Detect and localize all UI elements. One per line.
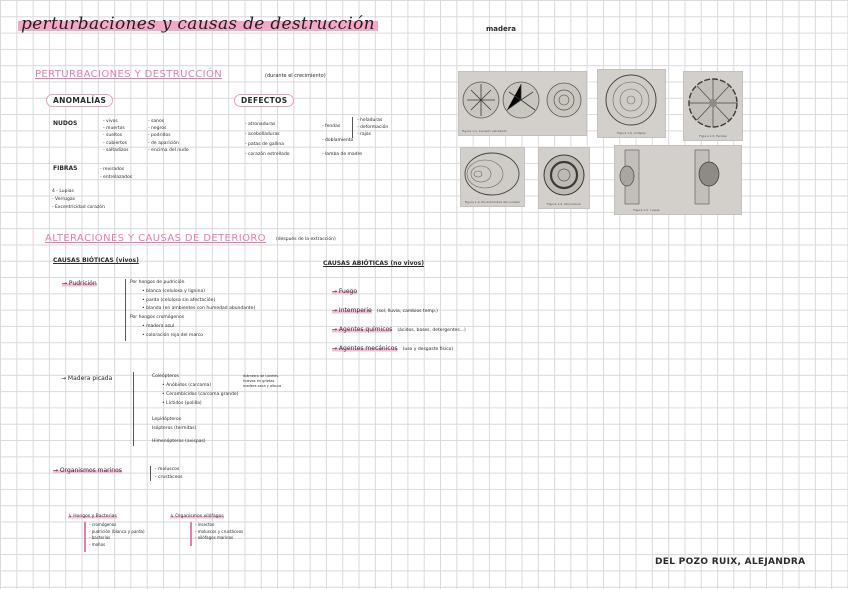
hongos-bacterias-list <box>89 522 145 548</box>
list-item: - muertos <box>103 126 125 132</box>
coleo-notes <box>243 374 281 389</box>
photo-caption: Figura 1.5. Lupias <box>633 208 660 212</box>
page-title: perturbaciones y causas de destrucción <box>18 14 378 34</box>
list-item: - bacterias <box>89 535 111 540</box>
wood-section-icon <box>684 72 742 140</box>
nudos-col1 <box>103 118 129 154</box>
list-item: • Cerambícidos (carcoma grande) <box>162 392 239 397</box>
hongos-bacterias-label: ↳ Hongos y Bacterias <box>68 514 117 519</box>
photo-collapse <box>597 69 666 138</box>
list-item <box>332 281 466 300</box>
photo-fendas <box>683 71 743 141</box>
list-item: - Verrugas <box>52 196 75 202</box>
abiotic-note: (sol, lluvia, cambios temp.) <box>376 309 438 314</box>
list-item: - de aparición <box>148 140 179 146</box>
section2-title: ALTERACIONES Y CAUSAS DE DETERIORO <box>45 233 266 244</box>
abiotic-note: (ácidos, bases, detergentes...) <box>397 328 466 333</box>
list-item: madera seca y albura <box>243 384 282 388</box>
extra-list <box>52 188 105 211</box>
list-item: Himenópteros (avispas) <box>152 439 206 444</box>
list-item: - podridos <box>148 133 171 139</box>
wood-section-icon <box>598 70 665 137</box>
list-item: - patas de gallina <box>245 142 284 147</box>
nudos-col2 <box>148 118 189 154</box>
list-item: • blanda (en ambientes con humedad abundante) <box>142 306 256 312</box>
photo-atronadura <box>538 147 590 209</box>
madera-picada-label: → Madera picada <box>61 375 113 382</box>
list-item: • Anóbidos (carcoma) <box>162 383 212 388</box>
list-item: - Excentricidad corazón <box>52 204 105 210</box>
abioticas-list <box>332 281 466 357</box>
list-item: - sueltos <box>103 133 123 139</box>
list-item: - cromógenos <box>89 522 117 527</box>
defectos-badge: DEFECTOS <box>234 94 294 107</box>
xilofagos-list <box>195 522 243 542</box>
list-item <box>332 338 466 357</box>
photo-caption: Figura 1.4. Excentricidad del corazón <box>464 200 521 204</box>
list-item: - deformación <box>357 125 389 130</box>
list-item: - mohos <box>89 541 106 547</box>
xilofagos-label: ↳ Organismos xilófagos <box>170 514 224 519</box>
list-item: - cubiertos <box>103 140 127 146</box>
defectos-col3 <box>352 117 388 138</box>
list-item: • coloración roja del marco <box>142 332 204 338</box>
abiotic-cause: → Agentes mecánicos <box>332 345 398 352</box>
bioticas-label: CAUSAS BIÓTICAS (vivos) <box>53 257 139 264</box>
divider <box>84 522 86 552</box>
section1-note: (durante el crecimiento) <box>265 73 326 79</box>
list-item: - revirados <box>100 167 125 172</box>
abiotic-cause: → Fuego <box>332 288 358 295</box>
list-item: - negros <box>148 126 167 132</box>
list-item: - fendas <box>322 124 341 129</box>
anomalias-badge: ANOMALÍAS <box>46 94 113 107</box>
wood-section-icon <box>461 148 524 206</box>
author-name: DEL POZO RUIX, ALEJANDRA <box>655 557 806 567</box>
photo-caption: Figura 1.3. Fendas <box>699 134 727 138</box>
list-item: Lepidópteros <box>152 417 182 422</box>
list-item: 4 - Lupias <box>52 189 74 194</box>
list-item <box>332 300 466 319</box>
divider <box>190 522 192 546</box>
list-item: - heladuras <box>357 118 383 123</box>
photo-caption: Figura 1.1. Corazón estrellado <box>461 129 507 133</box>
list-item: - saltadizos <box>103 147 129 153</box>
subject-label: madera <box>486 25 516 33</box>
pudricion-block <box>125 279 255 341</box>
fibras-list <box>100 166 132 181</box>
organismos-marinos-label: → Organismos marinos <box>53 467 122 474</box>
wood-section-icon <box>459 72 586 135</box>
abioticas-label: CAUSAS ABIÓTICAS (no vivos) <box>323 260 424 267</box>
list-item: - encima del nudo <box>148 147 189 153</box>
madera-picada-block <box>133 372 238 446</box>
abiotic-note: (uso y desgaste físico) <box>402 347 454 352</box>
organismos-marinos-list <box>150 466 182 481</box>
list-item: • parda (celulosa sin afectación) <box>142 297 216 303</box>
pudricion-label: → Pudrición <box>62 280 97 287</box>
list-item: • blanca (celulosa y lignina) <box>142 288 206 294</box>
list-item: huevos en grietas <box>243 379 275 383</box>
list-item: - entrelazados <box>100 174 133 180</box>
list-item: - vivos <box>103 119 118 124</box>
section2-note: (después de la extracción) <box>276 237 336 242</box>
photo-lupias <box>614 145 742 215</box>
nudos-label: NUDOS <box>53 120 78 127</box>
defectos-col1 <box>245 120 290 160</box>
photo-caption: Figura 1.6. Colapso <box>617 131 646 135</box>
list-item: - pudrición (blanca y parda) <box>89 528 145 534</box>
wood-section-icon <box>615 146 741 214</box>
list-item: - doblamiento <box>322 138 354 143</box>
list-item: Por hongos de pudrición <box>130 280 185 285</box>
abiotic-cause: → Intemperie <box>332 307 372 314</box>
list-item: - crustáceos <box>155 474 183 480</box>
list-item: - insectos <box>195 522 215 527</box>
list-item: - acebolladuras <box>245 132 280 137</box>
abiotic-cause: → Agentes químicos <box>332 326 393 333</box>
list-item: • madera azul <box>142 323 175 329</box>
list-item: - rajas <box>357 132 372 137</box>
list-item: - corazón estrellado <box>245 152 290 157</box>
wood-section-icon <box>539 148 589 208</box>
section1-title: PERTURBACIONES Y DESTRUCCIÓN <box>35 69 223 80</box>
list-item: Por hongos cromógenos <box>130 315 185 321</box>
list-item: • Líctidos (polilla) <box>162 401 202 406</box>
list-item: diámetro de túneles <box>243 374 279 378</box>
list-item: - moluscos <box>155 467 180 472</box>
list-item: - xilófagos marinos <box>195 535 234 540</box>
photo-caption: Figura 1.2. Atronadura <box>547 202 581 206</box>
photo-eccentric <box>460 147 525 207</box>
list-item: - moluscos y crustáceos <box>195 528 244 534</box>
list-item: Coleópteros <box>152 374 179 379</box>
fibras-label: FIBRAS <box>53 165 78 172</box>
list-item: Isópteros (termitas) <box>152 426 197 431</box>
list-item: - lamba de madre <box>322 152 363 157</box>
photo-heart-shake <box>458 71 587 136</box>
list-item: - atronaduras <box>245 122 276 127</box>
list-item: - sanos <box>148 119 165 124</box>
